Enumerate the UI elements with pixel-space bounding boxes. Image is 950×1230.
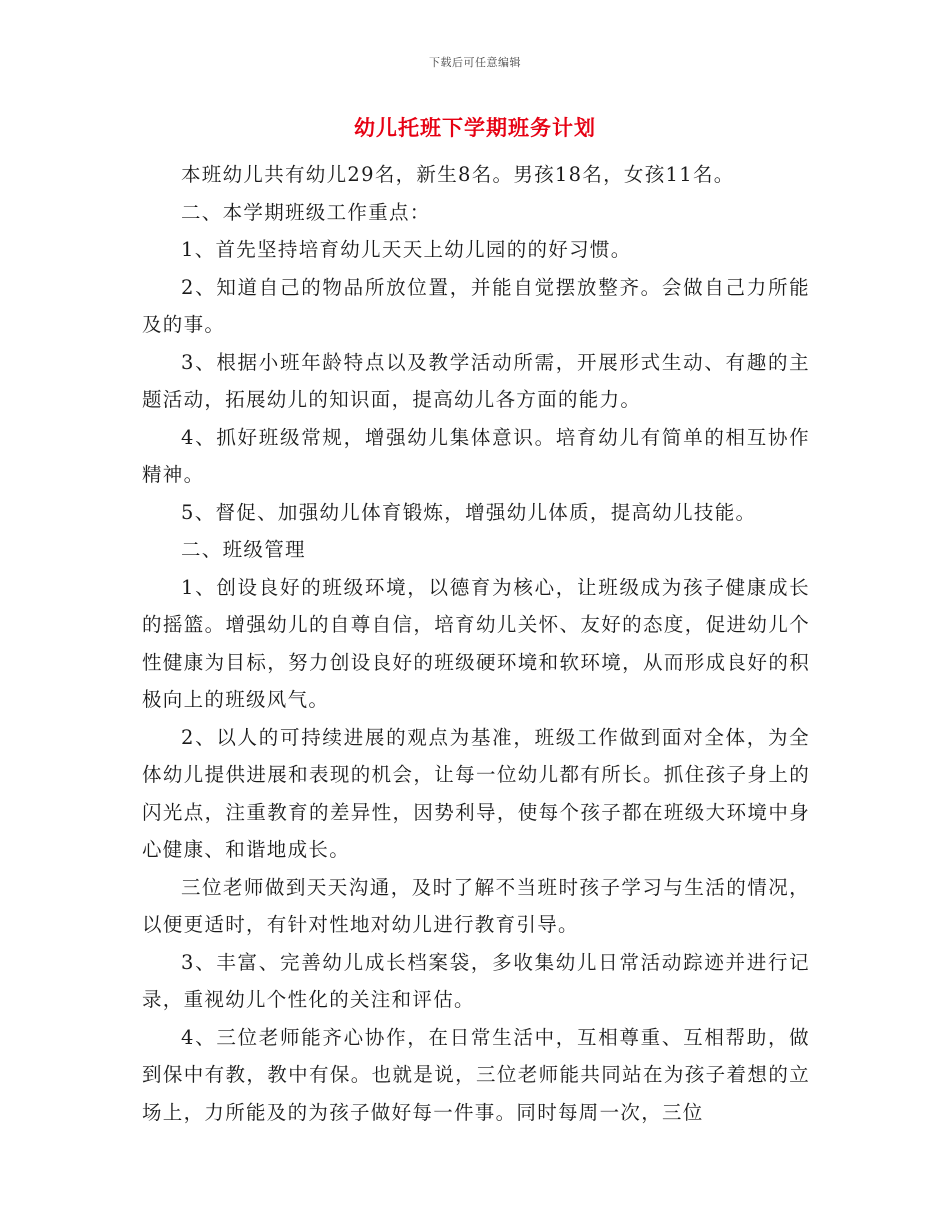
paragraph: 4、抓好班级常规，增强幼儿集体意识。培育幼儿有简单的相互协作精神。	[142, 425, 810, 486]
section-heading: 二、本学期班级工作重点：	[181, 200, 431, 224]
paragraph: 三位老师做到天天沟通，及时了解不当班时孩子学习与生活的情况，以便更适时，有针对性地对幼儿进行教育引导。	[142, 875, 810, 936]
document-title: 幼儿托班下学期班务计划	[354, 115, 596, 140]
paragraph: 1、创设良好的班级环境，以德育为核心，让班级成为孩子健康成长的摇篮。增强幼儿的自尊自信，培育幼儿关怀、友好的态度，促进幼儿个性健康为目标，努力创设良好的班级硬环境和软环境，从而形成良好的积极向上的班级风气。	[142, 575, 810, 711]
paragraph: 3、丰富、完善幼儿成长档案袋，多收集幼儿日常活动踪迹并进行记录，重视幼儿个性化的关注和评估。	[142, 950, 810, 1011]
paragraph: 3、根据小班年龄特点以及教学活动所需，开展形式生动、有趣的主题活动，拓展幼儿的知识面，提高幼儿各方面的能力。	[142, 350, 810, 411]
paragraph: 本班幼儿共有幼儿29名，新生8名。男孩18名，女孩11名。	[181, 163, 735, 186]
section-heading: 二、班级管理	[181, 538, 306, 561]
header-note: 下载后可任意编辑	[429, 56, 521, 69]
paragraph: 2、以人的可持续进展的观点为基准，班级工作做到面对全体，为全体幼儿提供进展和表现的机会，让每一位幼儿都有所长。抓住孩子身上的闪光点，注重教育的差异性，因势利导，使每个孩子都在班级大环境中身心健康、和谐地成长。	[142, 725, 810, 861]
paragraph: 1、首先坚持培育幼儿天天上幼儿园的的好习惯。	[181, 238, 632, 261]
document-body	[142, 156, 810, 1131]
paragraph: 2、知道自己的物品所放位置，并能自觉摆放整齐。会做自己力所能及的事。	[142, 275, 810, 336]
paragraph: 4、三位老师能齐心协作，在日常生活中，互相尊重、互相帮助，做到保中有教，教中有保。也就是说，三位老师能共同站在为孩子着想的立场上，力所能及的为孩子做好每一件事。同时每周一次，三位	[142, 1025, 810, 1124]
paragraph: 5、督促、加强幼儿体育锻炼，增强幼儿体质，提高幼儿技能。	[181, 500, 757, 524]
